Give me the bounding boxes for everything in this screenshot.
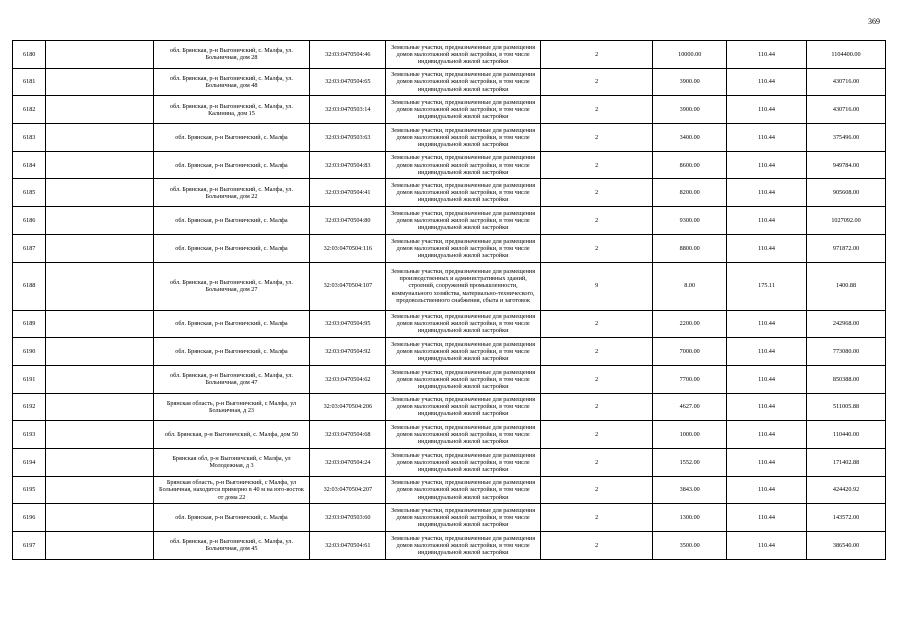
area-cell: 3400.00 xyxy=(653,124,727,152)
row-number: 6192 xyxy=(13,393,46,421)
area-cell: 3843.00 xyxy=(653,476,727,504)
use-code-cell: 2 xyxy=(541,207,653,235)
empty-cell xyxy=(46,179,153,207)
address-cell: обл. Брянская, р-н Выгоничский, с. Малфа, ул. Больничная, дом 48 xyxy=(153,68,310,96)
specific-value-cell: 110.44 xyxy=(727,476,807,504)
cadastral-number-cell: 32:03:0470503:14 xyxy=(310,96,386,124)
row-number: 6185 xyxy=(13,179,46,207)
cadastral-value-cell: 386540.00 xyxy=(807,532,886,560)
area-cell: 8800.00 xyxy=(653,234,727,262)
use-code-cell: 2 xyxy=(541,393,653,421)
land-use-cell: Земельные участки, предназначенные для размещения домов малоэтажной жилой застройки, в том числе индивидуальной жилой застройки xyxy=(386,338,541,366)
cadastral-value-cell: 424420.92 xyxy=(807,476,886,504)
empty-cell xyxy=(46,393,153,421)
area-cell: 9300.00 xyxy=(653,207,727,235)
cadastral-value-cell: 375496.00 xyxy=(807,124,886,152)
address-cell: обл. Брянская, р-н Выгоничский, с. Малфа xyxy=(153,207,310,235)
cadastral-number-cell: 32:03:0470504:65 xyxy=(310,68,386,96)
empty-cell xyxy=(46,124,153,152)
row-number: 6195 xyxy=(13,476,46,504)
cadastral-number-cell: 32:03:0470504:41 xyxy=(310,179,386,207)
land-use-cell: Земельные участки, предназначенные для размещения домов малоэтажной жилой застройки, в том числе индивидуальной жилой застройки xyxy=(386,421,541,449)
specific-value-cell: 110.44 xyxy=(727,338,807,366)
specific-value-cell: 110.44 xyxy=(727,504,807,532)
row-number: 6196 xyxy=(13,504,46,532)
specific-value-cell: 110.44 xyxy=(727,234,807,262)
use-code-cell: 2 xyxy=(541,234,653,262)
land-use-cell: Земельные участки, предназначенные для размещения домов малоэтажной жилой застройки, в том числе индивидуальной жилой застройки xyxy=(386,124,541,152)
table-row xyxy=(13,365,886,393)
row-number: 6184 xyxy=(13,151,46,179)
table-row xyxy=(13,68,886,96)
specific-value-cell: 110.44 xyxy=(727,310,807,338)
table-row xyxy=(13,504,886,532)
table-row xyxy=(13,532,886,560)
table-row xyxy=(13,310,886,338)
cadastral-value-cell: 430716.00 xyxy=(807,96,886,124)
use-code-cell: 2 xyxy=(541,448,653,476)
cadastral-number-cell: 32:03:0470504:62 xyxy=(310,365,386,393)
use-code-cell: 2 xyxy=(541,476,653,504)
land-use-cell: Земельные участки, предназначенные для размещения домов малоэтажной жилой застройки, в том числе индивидуальной жилой застройки xyxy=(386,532,541,560)
table-row xyxy=(13,179,886,207)
use-code-cell: 2 xyxy=(541,338,653,366)
cadastral-number-cell: 32:03:0470504:46 xyxy=(310,41,386,69)
address-cell: Брянская область, р-н Выгоничский, с Малфа, ул Больничная, д 23 xyxy=(153,393,310,421)
use-code-cell: 2 xyxy=(541,151,653,179)
cadastral-value-cell: 949784.00 xyxy=(807,151,886,179)
land-use-cell: Земельные участки, предназначенные для размещения домов малоэтажной жилой застройки, в том числе индивидуальной жилой застройки xyxy=(386,68,541,96)
area-cell: 8.00 xyxy=(653,262,727,310)
land-use-cell: Земельные участки, предназначенные для размещения домов малоэтажной жилой застройки, в том числе индивидуальной жилой застройки xyxy=(386,151,541,179)
use-code-cell: 2 xyxy=(541,41,653,69)
use-code-cell: 2 xyxy=(541,68,653,96)
table-row xyxy=(13,262,886,310)
area-cell: 2200.00 xyxy=(653,310,727,338)
cadastral-number-cell: 32:03:0470504:116 xyxy=(310,234,386,262)
cadastral-value-cell: 110440.00 xyxy=(807,421,886,449)
land-use-cell: Земельные участки, предназначенные для размещения домов малоэтажной жилой застройки, в том числе индивидуальной жилой застройки xyxy=(386,310,541,338)
address-cell: обл. Брянская, р-н Выгоничский, с. Малфа, ул. Больничная, дом 47 xyxy=(153,365,310,393)
land-use-cell: Земельные участки, предназначенные для размещения домов малоэтажной жилой застройки, в том числе индивидуальной жилой застройки xyxy=(386,179,541,207)
specific-value-cell: 110.44 xyxy=(727,124,807,152)
area-cell: 7700.00 xyxy=(653,365,727,393)
specific-value-cell: 110.44 xyxy=(727,96,807,124)
land-registry-table xyxy=(12,40,886,560)
empty-cell xyxy=(46,338,153,366)
address-cell: обл. Брянская, р-н Выгоничский, с. Малфа xyxy=(153,310,310,338)
area-cell: 7000.00 xyxy=(653,338,727,366)
cadastral-number-cell: 32:03:0470504:207 xyxy=(310,476,386,504)
address-cell: обл. Брянская, р-н Выгоничский, с. Малфа, ул. Калинина, дом 15 xyxy=(153,96,310,124)
cadastral-value-cell: 1027092.00 xyxy=(807,207,886,235)
table-row xyxy=(13,151,886,179)
empty-cell xyxy=(46,151,153,179)
empty-cell xyxy=(46,96,153,124)
land-use-cell: Земельные участки, предназначенные для размещения домов малоэтажной жилой застройки, в том числе индивидуальной жилой застройки xyxy=(386,504,541,532)
area-cell: 8200.00 xyxy=(653,179,727,207)
specific-value-cell: 110.44 xyxy=(727,207,807,235)
use-code-cell: 2 xyxy=(541,310,653,338)
area-cell: 3500.00 xyxy=(653,532,727,560)
cadastral-number-cell: 32:03:0470504:61 xyxy=(310,532,386,560)
table-row xyxy=(13,207,886,235)
cadastral-number-cell: 32:03:0470504:92 xyxy=(310,338,386,366)
use-code-cell: 2 xyxy=(541,365,653,393)
cadastral-value-cell: 1400.88 xyxy=(807,262,886,310)
table-row xyxy=(13,96,886,124)
specific-value-cell: 110.44 xyxy=(727,151,807,179)
address-cell: обл. Брянская, р-н Выгоничский, с. Малфа xyxy=(153,151,310,179)
table-row xyxy=(13,234,886,262)
row-number: 6187 xyxy=(13,234,46,262)
cadastral-value-cell: 971872.00 xyxy=(807,234,886,262)
cadastral-number-cell: 32:03:0470504:95 xyxy=(310,310,386,338)
empty-cell xyxy=(46,365,153,393)
row-number: 6181 xyxy=(13,68,46,96)
empty-cell xyxy=(46,504,153,532)
area-cell: 1000.00 xyxy=(653,421,727,449)
area-cell: 3900.00 xyxy=(653,96,727,124)
address-cell: обл. Брянская, р-н Выгоничский, с. Малфа, ул. Больничная, дом 27 xyxy=(153,262,310,310)
cadastral-value-cell: 171402.88 xyxy=(807,448,886,476)
address-cell: обл. Брянская, р-н Выгоничский, с. Малфа xyxy=(153,234,310,262)
table-row xyxy=(13,448,886,476)
address-cell: Брянская обл, р-н Выгоничский, с Малфа, ул Молодежная, д 3 xyxy=(153,448,310,476)
row-number: 6188 xyxy=(13,262,46,310)
cadastral-number-cell: 32:03:0470504:107 xyxy=(310,262,386,310)
address-cell: обл. Брянская, р-н Выгоничский, с. Малфа, ул. Больничная, дом 45 xyxy=(153,532,310,560)
address-cell: обл. Брянская, р-н Выгоничский, с. Малфа, ул. Больничная, дом 28 xyxy=(153,41,310,69)
empty-cell xyxy=(46,532,153,560)
cadastral-value-cell: 905608.00 xyxy=(807,179,886,207)
use-code-cell: 2 xyxy=(541,532,653,560)
cadastral-value-cell: 242968.00 xyxy=(807,310,886,338)
cadastral-number-cell: 32:03:0470503:60 xyxy=(310,504,386,532)
cadastral-value-cell: 773080.00 xyxy=(807,338,886,366)
empty-cell xyxy=(46,421,153,449)
use-code-cell: 2 xyxy=(541,504,653,532)
row-number: 6182 xyxy=(13,96,46,124)
row-number: 6191 xyxy=(13,365,46,393)
area-cell: 1300.00 xyxy=(653,504,727,532)
address-cell: Брянская область, р-н Выгоничский, с Малфа, ул Больничная, находится примерно в 40 м на юго-восток от дома 22 xyxy=(153,476,310,504)
cadastral-value-cell: 850388.00 xyxy=(807,365,886,393)
cadastral-number-cell: 32:03:0470504:80 xyxy=(310,207,386,235)
land-use-cell: Земельные участки, предназначенные для размещения домов малоэтажной жилой застройки, в том числе индивидуальной жилой застройки xyxy=(386,207,541,235)
specific-value-cell: 110.44 xyxy=(727,179,807,207)
empty-cell xyxy=(46,310,153,338)
empty-cell xyxy=(46,68,153,96)
empty-cell xyxy=(46,448,153,476)
table-row xyxy=(13,393,886,421)
row-number: 6193 xyxy=(13,421,46,449)
land-use-cell: Земельные участки, предназначенные для размещения домов малоэтажной жилой застройки, в том числе индивидуальной жилой застройки xyxy=(386,476,541,504)
cadastral-value-cell: 1104400.00 xyxy=(807,41,886,69)
cadastral-number-cell: 32:03:0470504:68 xyxy=(310,421,386,449)
page-number: 369 xyxy=(868,17,880,26)
table-row xyxy=(13,421,886,449)
use-code-cell: 2 xyxy=(541,179,653,207)
address-cell: обл. Брянская, р-н Выгоничский, с. Малфа, ул. Больничная, дом 22 xyxy=(153,179,310,207)
area-cell: 4627.00 xyxy=(653,393,727,421)
row-number: 6197 xyxy=(13,532,46,560)
address-cell: обл. Брянская, р-н Выгоничский, с. Малфа xyxy=(153,504,310,532)
specific-value-cell: 110.44 xyxy=(727,68,807,96)
cadastral-value-cell: 143572.00 xyxy=(807,504,886,532)
land-use-cell: Земельные участки, предназначенные для размещения домов малоэтажной жилой застройки, в том числе индивидуальной жилой застройки xyxy=(386,393,541,421)
empty-cell xyxy=(46,234,153,262)
row-number: 6189 xyxy=(13,310,46,338)
table-row xyxy=(13,41,886,69)
row-number: 6190 xyxy=(13,338,46,366)
land-use-cell: Земельные участки, предназначенные для размещения домов малоэтажной жилой застройки, в том числе индивидуальной жилой застройки xyxy=(386,448,541,476)
land-use-cell: Земельные участки, предназначенные для размещения домов малоэтажной жилой застройки, в том числе индивидуальной жилой застройки xyxy=(386,365,541,393)
address-cell: обл. Брянская, р-н Выгоничский, с. Малфа, дом 50 xyxy=(153,421,310,449)
use-code-cell: 9 xyxy=(541,262,653,310)
empty-cell xyxy=(46,207,153,235)
specific-value-cell: 175.11 xyxy=(727,262,807,310)
specific-value-cell: 110.44 xyxy=(727,365,807,393)
specific-value-cell: 110.44 xyxy=(727,448,807,476)
use-code-cell: 2 xyxy=(541,96,653,124)
specific-value-cell: 110.44 xyxy=(727,41,807,69)
cadastral-number-cell: 32:03:0470504:206 xyxy=(310,393,386,421)
empty-cell xyxy=(46,262,153,310)
empty-cell xyxy=(46,476,153,504)
land-use-cell: Земельные участки, предназначенные для размещения домов малоэтажной жилой застройки, в том числе индивидуальной жилой застройки xyxy=(386,41,541,69)
row-number: 6186 xyxy=(13,207,46,235)
address-cell: обл. Брянская, р-н Выгоничский, с. Малфа xyxy=(153,338,310,366)
row-number: 6180 xyxy=(13,41,46,69)
table-row xyxy=(13,476,886,504)
cadastral-number-cell: 32:03:0470503:63 xyxy=(310,124,386,152)
row-number: 6194 xyxy=(13,448,46,476)
use-code-cell: 2 xyxy=(541,124,653,152)
row-number: 6183 xyxy=(13,124,46,152)
specific-value-cell: 110.44 xyxy=(727,421,807,449)
address-cell: обл. Брянская, р-н Выгоничский, с. Малфа xyxy=(153,124,310,152)
specific-value-cell: 110.44 xyxy=(727,532,807,560)
cadastral-value-cell: 430716.00 xyxy=(807,68,886,96)
land-use-cell: Земельные участки, предназначенные для размещения домов малоэтажной жилой застройки, в том числе индивидуальной жилой застройки xyxy=(386,96,541,124)
table-row xyxy=(13,124,886,152)
land-use-cell: Земельные участки, предназначенные для размещения домов малоэтажной жилой застройки, в том числе индивидуальной жилой застройки xyxy=(386,234,541,262)
cadastral-number-cell: 32:03:0470504:83 xyxy=(310,151,386,179)
cadastral-number-cell: 32:03:0470504:24 xyxy=(310,448,386,476)
area-cell: 1552.00 xyxy=(653,448,727,476)
area-cell: 8600.00 xyxy=(653,151,727,179)
cadastral-value-cell: 511005.88 xyxy=(807,393,886,421)
empty-cell xyxy=(46,41,153,69)
area-cell: 10000.00 xyxy=(653,41,727,69)
area-cell: 3900.00 xyxy=(653,68,727,96)
use-code-cell: 2 xyxy=(541,421,653,449)
table-row xyxy=(13,338,886,366)
specific-value-cell: 110.44 xyxy=(727,393,807,421)
land-use-cell: Земельные участки, предназначенные для размещения производственных и административных зданий, строений, сооружений промышленности, коммунального хозяйства, материально-технического, продовольственного снабжения, сбыта и заготовок xyxy=(386,262,541,310)
